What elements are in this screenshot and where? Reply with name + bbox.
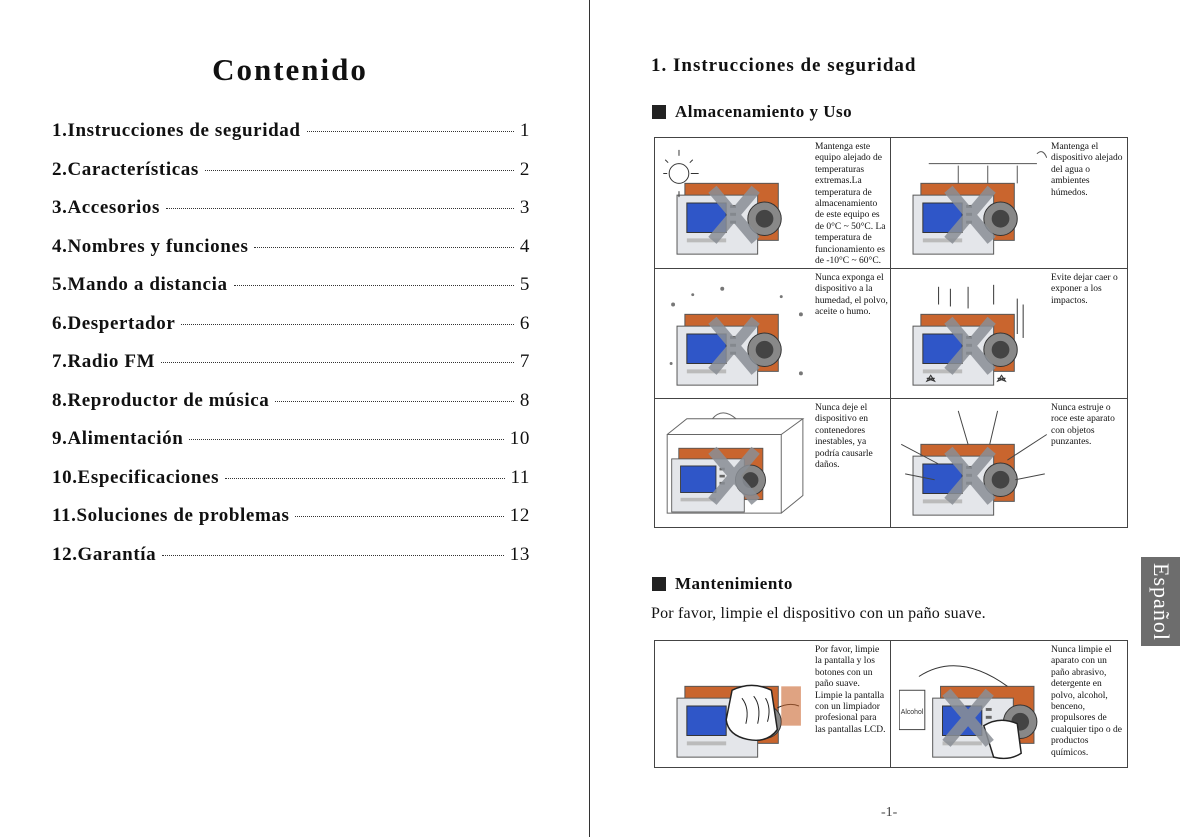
toc-item-label: 5.Mando a distancia [52, 274, 228, 295]
square-bullet-icon [652, 105, 666, 119]
safety-cell-box [655, 399, 891, 527]
toc-item-label: 7.Radio FM [52, 351, 156, 372]
toc-item-page: 12 [509, 505, 530, 526]
toc-item-label: 3.Accesorios [52, 197, 160, 218]
maintenance-heading-text: Mantenimiento [675, 574, 793, 593]
toc-leader-dots [162, 544, 504, 556]
safety-cell-alcohol [891, 641, 1127, 767]
page-divider [589, 0, 590, 837]
toc-item-label: 10.Especificaciones [52, 466, 220, 488]
safety-cell-sun [655, 138, 891, 269]
maintenance-heading [652, 574, 793, 594]
illustration [899, 647, 1047, 765]
toc-item-page: 4 [519, 235, 530, 257]
toc-leader-dots [275, 390, 514, 402]
toc-item-label: 6.Despertador [52, 312, 176, 334]
toc-item [52, 197, 530, 236]
toc-leader-dots [307, 120, 514, 132]
safety-cell-text: Nunca limpie el aparato con un paño abrasivo, detergente en polvo, alcohol, benceno, propulsores de cualquier tipo o de productos químicos. [1051, 645, 1122, 758]
safety-cell-sharp [891, 399, 1127, 527]
toc-item [52, 159, 530, 198]
toc-item-label: 2.Características [52, 158, 199, 180]
toc-item [52, 467, 530, 506]
toc-item-label: 9.Alimentación [52, 428, 184, 449]
illustration [663, 275, 811, 393]
toc-leader-dots [234, 274, 514, 286]
toc-item-label: 12.Garantía [52, 543, 157, 565]
toc-item-page: 3 [519, 197, 530, 218]
illustration [899, 275, 1047, 393]
toc-list [52, 120, 530, 582]
toc-item-label: 11.Soluciones de problemas [52, 505, 290, 526]
svg-text:Alcohol: Alcohol [900, 708, 924, 716]
storage-grid [654, 137, 1128, 528]
safety-cell-water [891, 138, 1127, 269]
illustration [899, 405, 1047, 523]
safety-cell-text: Nunca estruje o roce este aparato con objetos punzantes. [1051, 403, 1115, 448]
safety-cell-text: Evite dejar caer o exponer a los impactos. [1051, 273, 1118, 306]
toc-item-label: 1.Instrucciones de seguridad [52, 120, 301, 141]
toc-leader-dots [254, 236, 513, 248]
illustration [899, 144, 1047, 262]
toc-item [52, 544, 530, 583]
illustration [663, 647, 811, 765]
toc-item [52, 390, 530, 429]
toc-item-page: 5 [519, 274, 530, 295]
toc-title: Contenido [212, 52, 368, 87]
toc-item-page: 8 [519, 389, 530, 411]
toc-item-page: 7 [519, 351, 530, 372]
maintenance-intro: Por favor, limpie el dispositivo con un paño suave. [651, 605, 986, 622]
section-title: 1. Instrucciones de seguridad [651, 55, 917, 76]
illustration [663, 144, 811, 262]
toc-item [52, 236, 530, 275]
safety-cell-text: Mantenga el dispositivo alejado del agua o ambientes húmedos. [1051, 142, 1123, 198]
safety-cell-text: Nunca exponga el dispositivo a la humedad, el polvo, aceite o humo. [815, 273, 888, 318]
illustration [663, 405, 811, 523]
toc-item-page: 13 [509, 543, 530, 565]
language-tab-label: Español [1148, 562, 1174, 641]
safety-cell-text: Nunca deje el dispositivo en contenedores inestables, ya podría causarle daños. [815, 403, 873, 471]
toc-item [52, 351, 530, 390]
maintenance-grid [654, 640, 1128, 768]
toc-leader-dots [181, 313, 514, 325]
toc-item [52, 274, 530, 313]
toc-leader-dots [295, 505, 503, 517]
toc-leader-dots [189, 428, 503, 440]
safety-cell-drop [891, 269, 1127, 399]
toc-item-page: 6 [519, 312, 530, 334]
square-bullet-icon [652, 577, 666, 591]
page-number: -1- [881, 805, 898, 820]
safety-cell-text: Por favor, limpie la pantalla y los botones con un paño suave. Limpie la pantalla con un limpiador profesional para las pantallas LCD. [815, 645, 886, 735]
toc-item [52, 120, 530, 159]
toc-item [52, 428, 530, 467]
toc-item [52, 505, 530, 544]
toc-item-page: 10 [509, 428, 530, 449]
language-tab [1141, 557, 1180, 646]
toc-item-page: 11 [510, 466, 530, 488]
toc-leader-dots [225, 467, 504, 479]
toc-item-label: 4.Nombres y funciones [52, 235, 249, 257]
toc-item [52, 313, 530, 352]
toc-item-label: 8.Reproductor de música [52, 389, 270, 411]
toc-item-page: 2 [519, 158, 530, 180]
safety-cell-dust [655, 269, 891, 399]
safety-cell-cloth [655, 641, 891, 767]
storage-heading-text: Almacenamiento y Uso [675, 102, 853, 121]
toc-leader-dots [166, 197, 514, 209]
storage-heading [652, 102, 852, 122]
toc-leader-dots [161, 351, 514, 363]
toc-leader-dots [205, 159, 514, 171]
safety-cell-text: Mantenga este equipo alejado de temperaturas extremas.La temperatura de almacenamiento de este equipo es de 0°C ~ 50°C. La temperatura de funcionamiento es de -10°C ~ 60°C. [815, 142, 886, 267]
toc-item-page: 1 [519, 120, 530, 141]
